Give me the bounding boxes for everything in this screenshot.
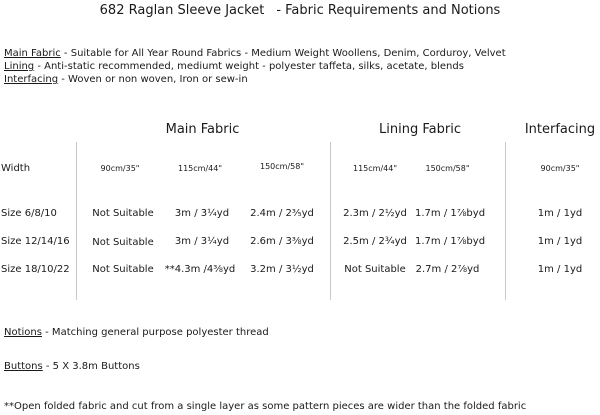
width-lining-115: 115cm/44" — [352, 164, 397, 173]
lining-label: Lining — [4, 61, 35, 72]
footnote: **Open folded fabric and cut from a single layer as some pattern pieces are wider than the folded fabric — [4, 401, 527, 412]
cell-main-150: 2.6m / 3⅜yd — [250, 236, 314, 247]
buttons-label: Buttons — [4, 361, 43, 372]
cell-lining-115: 2.5m / 2¾yd — [343, 236, 407, 247]
cell-inter-90: 1m / 1yd — [537, 264, 583, 275]
size-label: Size 18/10/22 — [1, 264, 70, 275]
buttons-note — [4, 361, 140, 372]
lining-fabric-header: Lining Fabric — [379, 122, 461, 137]
interfacing-text: - Woven or non woven, Iron or sew-in — [58, 74, 248, 85]
lining-text: - Anti-static recommended, mediumt weight - polyester taffeta, silks, acetate, blends — [34, 61, 464, 72]
page-subtitle: - Fabric Requirements and Notions — [276, 3, 501, 18]
interfacing-header: Interfacing — [524, 122, 596, 137]
cell-lining-150: 1.7m / 1⅞byd — [415, 236, 486, 247]
width-lining-150: 150cm/58" — [425, 164, 470, 173]
width-inter-90: 90cm/35" — [540, 164, 580, 173]
pattern-name: 682 Raglan Sleeve Jacket — [99, 3, 265, 18]
cell-lining-115: 2.3m / 2½yd — [343, 208, 407, 219]
cell-lining-115: Not Suitable — [344, 264, 406, 275]
cell-main-90: Not Suitable — [92, 264, 154, 275]
column-divider — [76, 142, 77, 300]
column-divider — [505, 142, 506, 300]
width-main-150: 150cm/58" — [259, 162, 304, 171]
lining-note — [4, 61, 464, 72]
notions-text: - Matching general purpose polyester thread — [41, 327, 269, 338]
cell-lining-150: 1.7m / 1⅞byd — [415, 208, 486, 219]
cell-main-115: 3m / 3¼yd — [174, 208, 230, 219]
main-fabric-header: Main Fabric — [165, 122, 240, 137]
main-fabric-note — [4, 48, 506, 59]
width-main-115: 115cm/44" — [177, 164, 222, 173]
width-label: Width — [1, 163, 31, 174]
notions-label: Notions — [4, 327, 42, 338]
main-fabric-label: Main Fabric — [4, 48, 61, 59]
main-fabric-text: - Suitable for All Year Round Fabrics - Medium Weight Woollens, Denim, Corduroy, Velvet — [60, 48, 506, 59]
interfacing-label: Interfacing — [4, 74, 59, 85]
cell-inter-90: 1m / 1yd — [537, 236, 583, 247]
cell-main-150: 3.2m / 3½yd — [250, 264, 314, 275]
size-label: Size 12/14/16 — [1, 236, 70, 247]
cell-main-115: 3m / 3¼yd — [174, 236, 230, 247]
buttons-text: - 5 X 3.8m Buttons — [42, 361, 140, 372]
interfacing-note — [4, 74, 248, 85]
page-title — [0, 3, 600, 18]
width-main-90: 90cm/35" — [100, 164, 140, 173]
cell-main-115: **4.3m /4⅜yd — [164, 264, 236, 275]
cell-main-90: Not Suitable — [92, 237, 154, 248]
cell-main-90: Not Suitable — [92, 208, 154, 219]
notions-note — [4, 327, 269, 338]
cell-lining-150: 2.7m / 2⅞yd — [415, 264, 480, 275]
size-label: Size 6/8/10 — [1, 208, 57, 219]
cell-inter-90: 1m / 1yd — [537, 208, 583, 219]
cell-main-150: 2.4m / 2⅗yd — [250, 208, 314, 219]
column-divider — [330, 142, 331, 300]
